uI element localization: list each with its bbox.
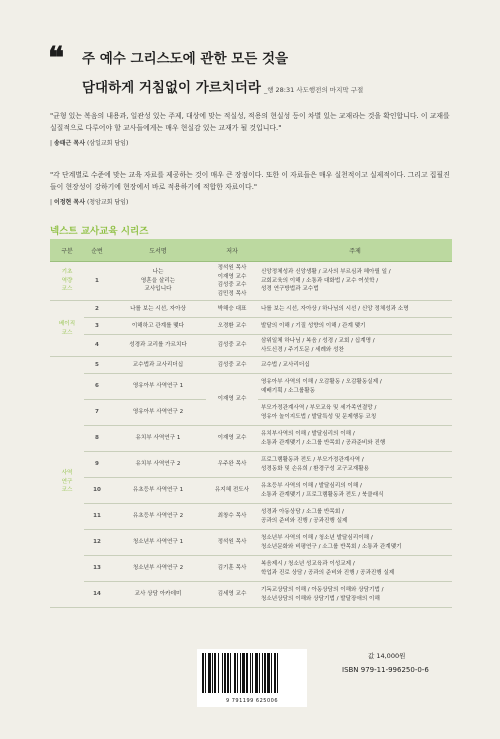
recommender: | 이정현 목사 (청암교회 담임) <box>50 199 129 206</box>
author <box>206 301 258 318</box>
topic-line: 예배기획 / 소그룹활동 <box>261 387 316 394</box>
topic-line: 청소년문화와 비평연구 / 소그룹 반목회 / 소통과 관계맺기 <box>261 543 402 550</box>
table-header-row <box>50 239 452 262</box>
col-header-book: 도서명 <box>110 239 206 262</box>
table-row <box>50 335 452 357</box>
book-title-line: 영유아부 사역연구 1 <box>132 383 184 390</box>
author <box>206 556 258 582</box>
table-row <box>50 374 452 400</box>
recommendation-1 <box>50 110 450 150</box>
category-cell <box>50 301 84 357</box>
author-name: 정석원 목사 <box>217 539 247 546</box>
topic <box>258 335 452 357</box>
topic <box>258 426 452 452</box>
row-number: 12 <box>84 530 110 556</box>
recommender-affiliation: (삼일교회 담임) <box>86 140 129 147</box>
barcode <box>197 649 307 707</box>
book-title-line: 유초등부 사역연구 1 <box>132 487 184 494</box>
row-number: 5 <box>84 357 110 374</box>
table-row <box>50 504 452 530</box>
author <box>206 504 258 530</box>
category-label-line: 베이직 <box>58 321 76 327</box>
row-number: 3 <box>84 318 110 335</box>
recommender-name: 이정현 목사 <box>53 199 86 206</box>
category-cell <box>50 357 84 608</box>
category-label-line: 역량 <box>61 277 73 284</box>
series-table <box>50 239 452 608</box>
category-cell <box>50 262 84 301</box>
headline-main: 담대하게 거침없이 가르치더라 <box>82 80 261 96</box>
topic-line: 영유아부 사역의 이해 / 오감활동 / 오감활동실제 / <box>261 379 382 385</box>
book-title <box>110 262 206 301</box>
topic <box>258 452 452 478</box>
author-name: 최창수 목사 <box>217 513 247 520</box>
price: 값 14,000원 <box>368 652 406 660</box>
row-number: 1 <box>84 262 110 301</box>
topic <box>258 530 452 556</box>
author-name: 김세영 교수 <box>217 591 247 598</box>
col-header-category: 구분 <box>50 239 84 262</box>
book-title <box>110 400 206 426</box>
topic-line: 소통과 관계맺기 / 소그룹 반목회 / 공과준비와 진행 <box>261 439 386 446</box>
row-number: 2 <box>84 301 110 318</box>
author-name: 유지혜 전도사 <box>214 487 250 494</box>
table-row <box>50 301 452 318</box>
isbn: ISBN 979-11-996250-0-6 <box>342 666 429 674</box>
topic-line: 프로그램활동과 전도 / 부모가정관계사역 / <box>261 457 364 463</box>
topic <box>258 556 452 582</box>
col-header-topic: 주제 <box>258 239 452 262</box>
topic <box>258 301 452 318</box>
book-title-line: 영유아부 사역연구 2 <box>132 409 184 416</box>
opening-quote-mark: ❝ <box>48 41 62 76</box>
topic-line: 교회교육의 이해 / 소통과 대화법 / 교수 여섯학 / <box>261 277 379 284</box>
topic-line: 성경 연구방법과 교수법 <box>261 286 319 293</box>
category-label-line: 코스 <box>61 487 73 494</box>
book-title <box>110 556 206 582</box>
book-title <box>110 530 206 556</box>
author <box>206 318 258 335</box>
author <box>206 582 258 608</box>
topic-line: 복음제시 / 청소년 성교육과 이성교제 / <box>261 561 355 567</box>
topic-line: 교수법 / 교사리더십 <box>261 361 310 368</box>
book-title-line: 유치부 사역연구 2 <box>135 461 181 468</box>
book-title-line: 교사 상담 아카데미 <box>134 591 182 598</box>
book-title <box>110 374 206 400</box>
topic <box>258 262 452 301</box>
book-title-line: 성경과 교리를 가르치다 <box>129 342 187 349</box>
author <box>206 452 258 478</box>
topic <box>258 374 452 400</box>
table-row <box>50 426 452 452</box>
recommendation-2 <box>50 169 450 209</box>
book-title-line: 영혼을 살리는 <box>140 277 176 284</box>
bible-reference: _행 28:31 사도행전의 마지막 구절 <box>263 86 364 94</box>
book-title <box>110 478 206 504</box>
book-title-line: 이해하고 관계를 맺다 <box>131 322 185 329</box>
topic <box>258 582 452 608</box>
table-row <box>50 582 452 608</box>
topic-line: 청소년부 사역의 이해 / 청소년 발달심리이해 / <box>261 535 373 541</box>
col-header-number: 순번 <box>84 239 110 262</box>
author <box>206 374 258 426</box>
topic <box>258 504 452 530</box>
book-title-line: 나를 보는 시선, 자아상 <box>130 305 186 312</box>
recommendation-text: "균형 있는 복음의 내용과, 일관성 있는 주제, 대상에 맞는 적실성, 적용의 현실성 등이 차별 있는 교재라는 것을 확인합니다. 이 교재를 실질적으로 다루어야 할 교사들에게는 매우 현실감 있는 교재가 될 것입니다." <box>50 112 450 132</box>
headline-line-1: 주 예수 그리스도에 관한 모든 것을 <box>82 51 289 67</box>
category-label-line: 연구 <box>61 478 73 485</box>
row-number: 7 <box>84 400 110 426</box>
row-number: 14 <box>84 582 110 608</box>
book-title-line: 청소년부 사역연구 1 <box>132 539 184 546</box>
topic-line: 사도신경 / 주기도문 / 세례와 성찬 <box>261 346 344 353</box>
row-number: 9 <box>84 452 110 478</box>
topic-line: 학업과 진로 상담 / 공과의 준비와 진행 / 공과진행 실제 <box>261 569 395 576</box>
book-title-line: 교수법과 교사리더십 <box>132 361 184 368</box>
topic-line: 청소년상담의 이해와 상담기법 / 발달장애의 이해 <box>261 595 380 602</box>
author-name: 김성중 교수 <box>217 342 247 349</box>
topic-line: 유치부사역의 이해 / 발달심리의 이해 / <box>261 431 355 437</box>
author-name: 김기훈 목사 <box>217 565 247 572</box>
category-label-line: 코스 <box>61 286 73 293</box>
topic-line: 삼위일체 하나님 / 복음 / 성경 / 교회 / 십계명 / <box>261 338 375 344</box>
table-row <box>50 318 452 335</box>
author <box>206 357 258 374</box>
author-name: 김성중 교수 <box>217 361 247 368</box>
author-name: 이재영 교수 <box>217 396 247 403</box>
book-title <box>110 452 206 478</box>
book-title-line: 유초등부 사역연구 2 <box>132 513 184 520</box>
book-title <box>110 335 206 357</box>
row-number: 8 <box>84 426 110 452</box>
topic-line: 영유아 놀이지도법 / 발달특성 및 문제행동 코칭 <box>261 413 377 420</box>
topic-line: 성경동화 및 손유희 / 환경구성 교구교재활용 <box>261 465 370 472</box>
author <box>206 262 258 301</box>
row-number: 10 <box>84 478 110 504</box>
topic-line: 소통과 관계맺기 / 프로그램활동과 전도 / 북클래식 <box>261 491 384 498</box>
book-title <box>110 426 206 452</box>
recommender: | 송태근 목사 (삼일교회 담임) <box>50 140 129 147</box>
book-title-line: 나는 <box>152 269 164 276</box>
author-name: 정석원 목사 <box>217 265 247 271</box>
author <box>206 478 258 504</box>
topic-line: 공과의 준비와 진행 / 공과진행 실제 <box>261 517 348 524</box>
author-name: 이재영 교수 <box>217 435 247 442</box>
table-row <box>50 262 452 301</box>
book-title <box>110 582 206 608</box>
topic-line: 신앙정체성과 신앙생활 / 교사의 부르심과 헤아릴 일 / <box>261 269 391 276</box>
author <box>206 426 258 452</box>
table-row <box>50 452 452 478</box>
row-number: 11 <box>84 504 110 530</box>
table-row <box>50 556 452 582</box>
topic-line: 부모가정관계사역 / 부모교육 및 세가족연결망 / <box>261 405 377 411</box>
category-label-line: 기초 <box>61 269 73 276</box>
topic <box>258 357 452 374</box>
barcode-digits: 9 791199 625006 <box>225 698 279 704</box>
row-number: 4 <box>84 335 110 357</box>
topic-line: 기독교상담의 이해 / 아동상담의 이해와 상담기법 / <box>261 587 384 593</box>
book-title <box>110 318 206 335</box>
book-title <box>110 301 206 318</box>
category-label-line: 사역 <box>61 470 73 477</box>
author-name: 박해승 대표 <box>217 305 247 312</box>
topic <box>258 318 452 335</box>
series-title: 넥스트 교사교육 시리즈 <box>50 226 149 237</box>
topic-line: 발달의 이해 / 기질 성향의 이해 / 관계 맺기 <box>261 322 366 329</box>
topic <box>258 478 452 504</box>
col-header-author: 저자 <box>206 239 258 262</box>
book-title-line: 청소년부 사역연구 2 <box>132 565 184 572</box>
author-name: 이재영 교수 <box>217 273 247 280</box>
topic <box>258 400 452 426</box>
author-name: 우주완 목사 <box>217 461 247 468</box>
book-title-line: 교사입니다 <box>144 286 172 293</box>
topic-line: 유초등부 사역의 이해 / 발달심리의 이해 / <box>261 483 362 489</box>
author-name: 오경환 교수 <box>217 322 247 329</box>
category-label-line: 코스 <box>61 329 73 336</box>
topic-line: 나를 보는 시선, 자아상 / 하나님의 시선 / 신앙 정체성과 소명 <box>261 305 409 312</box>
author-name: 김성중 교수 <box>217 282 247 288</box>
topic-line: 성경과 아동상담 / 소그룹 반목회 / <box>261 509 344 515</box>
book-title-line: 유치부 사역연구 1 <box>135 435 181 442</box>
author <box>206 530 258 556</box>
row-number: 6 <box>84 374 110 400</box>
barcode-icon <box>201 653 303 693</box>
book-title <box>110 504 206 530</box>
recommender-affiliation: (청암교회 담임) <box>86 199 129 206</box>
row-number: 13 <box>84 556 110 582</box>
table-row <box>50 357 452 374</box>
book-title <box>110 357 206 374</box>
headline-line-2 <box>82 76 363 96</box>
recommender-name: 송태근 목사 <box>53 140 86 147</box>
author-name: 김민정 목사 <box>217 290 247 297</box>
author <box>206 335 258 357</box>
table-row <box>50 478 452 504</box>
table-row <box>50 530 452 556</box>
recommendation-text: "각 단계별로 수준에 맞는 교육 자료를 제공하는 것이 매우 큰 장점이다. 또한 이 자료들은 매우 실천적이고 실제적이다. 그리고 집필진들이 현장성이 강하기에 현장에서 바로 적용하기에 적합한 자료이다." <box>50 171 450 191</box>
